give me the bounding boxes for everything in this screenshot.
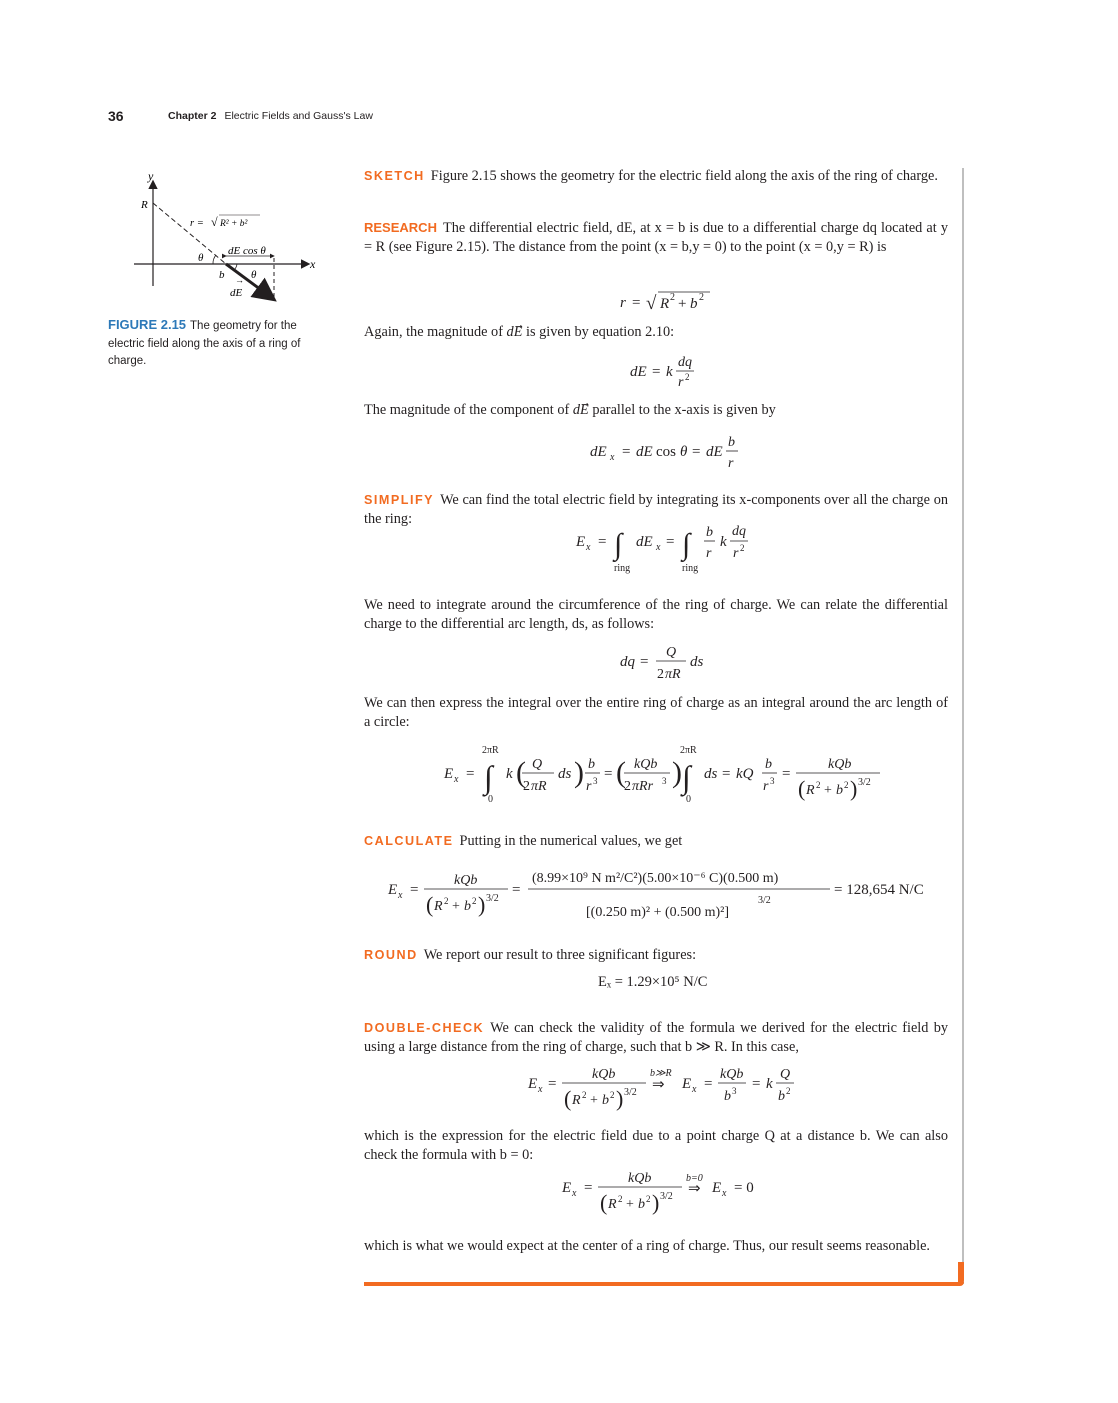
svg-text:2: 2 bbox=[816, 780, 821, 790]
running-header bbox=[168, 110, 373, 122]
svg-text:b: b bbox=[836, 783, 843, 798]
research-text-2: Again, the magnitude of bbox=[364, 324, 503, 340]
sqrt-sign: √ bbox=[211, 215, 218, 229]
lower-limit-2: 0 bbox=[686, 794, 691, 805]
research-text-3: The magnitude of the component of bbox=[364, 402, 570, 418]
equation-dEx bbox=[580, 430, 760, 474]
svg-text:dE: dE bbox=[706, 444, 723, 460]
svg-text:): ) bbox=[652, 1190, 660, 1215]
svg-text:dE: dE bbox=[630, 364, 647, 380]
svg-text:√: √ bbox=[646, 293, 657, 314]
svg-text:kQb: kQb bbox=[828, 757, 852, 772]
svg-text:2: 2 bbox=[472, 896, 477, 906]
svg-text:=: = bbox=[604, 766, 613, 782]
b-label: b bbox=[219, 269, 225, 281]
r-label-R: R bbox=[141, 199, 148, 211]
svg-text:): ) bbox=[672, 756, 682, 789]
calculate-text: Putting in the numerical values, we get bbox=[459, 833, 683, 849]
research-heading: RESEARCH bbox=[364, 220, 437, 235]
svg-text:E: E bbox=[388, 882, 398, 898]
svg-text:E: E bbox=[712, 1180, 722, 1196]
upper-limit-1: 2πR bbox=[482, 745, 499, 756]
svg-text:3: 3 bbox=[770, 776, 775, 786]
svg-text:+: + bbox=[452, 899, 460, 914]
svg-text:kQb: kQb bbox=[592, 1067, 616, 1082]
svg-text:∫: ∫ bbox=[614, 528, 623, 561]
ring-label-2: ring bbox=[682, 563, 699, 574]
svg-text:Q: Q bbox=[666, 645, 677, 660]
research-text-2b: is given by equation 2.10: bbox=[526, 324, 675, 340]
svg-text:b: b bbox=[588, 757, 595, 772]
svg-text:b: b bbox=[602, 1093, 609, 1108]
svg-text:=: = bbox=[410, 882, 419, 898]
simplify-paragraph-3 bbox=[364, 694, 948, 731]
svg-text:r: r bbox=[678, 375, 684, 390]
svg-text:E: E bbox=[682, 1076, 692, 1092]
svg-text:r: r bbox=[706, 546, 712, 561]
svg-text:=: = bbox=[782, 766, 791, 782]
svg-text:dq: dq bbox=[678, 355, 692, 370]
svg-text:E: E bbox=[528, 1076, 538, 1092]
svg-text:R: R bbox=[608, 1197, 617, 1212]
double-check-heading: DOUBLE-CHECK bbox=[364, 1021, 485, 1035]
svg-text:2: 2 bbox=[786, 1086, 791, 1096]
svg-text:dq: dq bbox=[732, 524, 746, 539]
svg-text:kQb: kQb bbox=[634, 757, 658, 772]
svg-text:b: b bbox=[464, 899, 471, 914]
svg-text:): ) bbox=[574, 756, 584, 789]
svg-text:2: 2 bbox=[523, 779, 530, 794]
equation-calc bbox=[386, 860, 946, 930]
svg-text:⇒: ⇒ bbox=[688, 1181, 701, 1197]
figure-caption-text: The geometry for the electric field along the axis of a ring of charge. bbox=[108, 320, 301, 367]
x-axis-label: x bbox=[310, 257, 316, 271]
svg-text:+: + bbox=[626, 1197, 634, 1212]
double-check-paragraph-3 bbox=[364, 1237, 948, 1256]
svg-text:k: k bbox=[720, 534, 727, 550]
svg-text:kQb: kQb bbox=[454, 873, 478, 888]
svg-text:x: x bbox=[572, 1188, 577, 1199]
svg-text:x: x bbox=[538, 1084, 543, 1095]
svg-text:x: x bbox=[692, 1084, 697, 1095]
round-heading: ROUND bbox=[364, 948, 418, 962]
svg-text:x: x bbox=[722, 1188, 727, 1199]
simplify-text-1: We can find the total electric field by integrating its x-components over all the charge on the ring: bbox=[364, 492, 948, 527]
svg-text:3: 3 bbox=[732, 1086, 737, 1096]
equation-check-1 bbox=[524, 1058, 814, 1118]
double-check-text-2: which is the expression for the electric field due to a point charge Q at a distance b. We can also check the formula with b = 0: bbox=[364, 1128, 948, 1163]
svg-text:=: = bbox=[704, 1076, 713, 1092]
svg-text:=: = bbox=[722, 766, 731, 782]
svg-text:⇒: ⇒ bbox=[652, 1077, 665, 1093]
svg-text:2: 2 bbox=[657, 667, 664, 682]
svg-text:b: b bbox=[765, 757, 772, 772]
svg-text:ds: ds bbox=[690, 654, 704, 670]
svg-text:+: + bbox=[590, 1093, 598, 1108]
svg-text:kQ: kQ bbox=[736, 766, 754, 782]
svg-text:b: b bbox=[724, 1089, 731, 1104]
svg-text:): ) bbox=[850, 776, 858, 801]
r-expression: R² + b² bbox=[220, 219, 248, 229]
r-equation-label: r = bbox=[190, 218, 204, 229]
svg-text:=: = bbox=[466, 766, 475, 782]
svg-text:=: = bbox=[622, 444, 631, 460]
svg-text:k: k bbox=[506, 766, 513, 782]
svg-text:2: 2 bbox=[624, 779, 631, 794]
equation-r bbox=[560, 286, 780, 318]
svg-text:(: ( bbox=[516, 756, 526, 789]
svg-text:πR: πR bbox=[665, 667, 681, 682]
equation-check-2 bbox=[560, 1162, 780, 1222]
double-check-paragraph-2 bbox=[364, 1127, 948, 1164]
svg-text:=: = bbox=[752, 1076, 761, 1092]
research-paragraph-3: The magnitude of the component of dE⃗ parallel to the x-axis is given by bbox=[364, 402, 776, 418]
svg-text:r: r bbox=[733, 546, 739, 561]
round-text: We report our result to three significant figures: bbox=[423, 947, 697, 963]
ring-label-1: ring bbox=[614, 563, 631, 574]
svg-text:3: 3 bbox=[662, 776, 667, 786]
svg-text:3/2: 3/2 bbox=[858, 777, 871, 788]
svg-text:x: x bbox=[454, 774, 459, 785]
research-text-3b: parallel to the x-axis is given by bbox=[592, 402, 776, 418]
svg-text:b: b bbox=[706, 525, 713, 540]
equation-dq bbox=[612, 640, 722, 684]
svg-text:k: k bbox=[666, 364, 673, 380]
svg-text:∫: ∫ bbox=[484, 759, 493, 795]
svg-text:dq: dq bbox=[620, 654, 635, 670]
svg-text:3/2: 3/2 bbox=[758, 895, 771, 906]
double-check-text-1: We can check the validity of the formula we derived for the electric field by using a large distance from the ring of charge, such that b ≫ R. In this case, bbox=[364, 1020, 948, 1055]
svg-text:R: R bbox=[806, 783, 815, 798]
svg-text:dE: dE bbox=[590, 444, 607, 460]
equation-Ex-integral bbox=[570, 518, 770, 578]
upper-limit-2: 2πR bbox=[680, 745, 697, 756]
svg-text:dE: dE bbox=[636, 534, 653, 550]
panel-corner bbox=[958, 1262, 964, 1286]
svg-text:2: 2 bbox=[699, 292, 704, 303]
svg-text:3/2: 3/2 bbox=[624, 1087, 637, 1098]
round-result: Eₓ = 1.29×10⁵ N/C bbox=[598, 974, 708, 990]
svg-text:r: r bbox=[620, 295, 626, 311]
svg-text:2: 2 bbox=[685, 372, 690, 382]
svg-text:x: x bbox=[610, 452, 615, 463]
svg-text:R: R bbox=[434, 899, 443, 914]
round-paragraph bbox=[364, 946, 948, 965]
svg-text:(: ( bbox=[798, 776, 806, 801]
svg-text:2: 2 bbox=[670, 292, 675, 303]
svg-text:∫: ∫ bbox=[682, 759, 691, 795]
research-paragraph bbox=[364, 219, 948, 256]
svg-text:=: = bbox=[692, 444, 701, 460]
svg-text:Q: Q bbox=[780, 1067, 791, 1082]
svg-text:E: E bbox=[444, 766, 454, 782]
research-paragraph-2: Again, the magnitude of dE⃗ is given by equation 2.10: bbox=[364, 324, 675, 340]
equation-Ex-full bbox=[440, 740, 890, 810]
svg-text:): ) bbox=[616, 1086, 624, 1111]
double-check-text-3: which is what we would expect at the center of a ring of charge. Thus, our result seems reasonable. bbox=[364, 1238, 930, 1254]
calculate-heading: CALCULATE bbox=[364, 834, 454, 848]
svg-text:= 0: = 0 bbox=[734, 1180, 754, 1196]
figure-2-15-diagram bbox=[128, 168, 328, 308]
figure-caption bbox=[108, 316, 318, 371]
svg-text:=: = bbox=[598, 534, 607, 550]
svg-text:∫: ∫ bbox=[682, 528, 691, 561]
svg-text:2: 2 bbox=[618, 1194, 623, 1204]
svg-text:(: ( bbox=[564, 1086, 572, 1111]
svg-text:πRr: πRr bbox=[632, 779, 654, 794]
svg-text:3: 3 bbox=[593, 776, 598, 786]
theta-label-1: θ bbox=[198, 252, 204, 264]
svg-text:(: ( bbox=[600, 1190, 608, 1215]
svg-text:=: = bbox=[652, 364, 661, 380]
vector-arrow-glyph: → bbox=[235, 275, 244, 285]
svg-text:b: b bbox=[728, 435, 735, 450]
svg-text:2: 2 bbox=[844, 780, 849, 790]
svg-text:b: b bbox=[638, 1197, 645, 1212]
svg-text:=: = bbox=[584, 1180, 593, 1196]
panel-right-border bbox=[962, 168, 964, 1284]
calculate-paragraph bbox=[364, 832, 948, 851]
svg-text:r: r bbox=[763, 779, 769, 794]
svg-text:x: x bbox=[656, 542, 661, 553]
svg-text:2: 2 bbox=[646, 1194, 651, 1204]
svg-text:dE: dE bbox=[636, 444, 653, 460]
double-check-paragraph bbox=[364, 1019, 948, 1056]
svg-text:b: b bbox=[690, 296, 698, 312]
svg-text:E: E bbox=[576, 534, 586, 550]
chapter-label: Chapter 2 bbox=[168, 110, 217, 122]
chapter-title: Electric Fields and Gauss's Law bbox=[224, 110, 373, 122]
svg-text:): ) bbox=[478, 892, 486, 917]
y-axis-label: y bbox=[148, 169, 154, 183]
svg-text:r: r bbox=[586, 779, 592, 794]
svg-text:x: x bbox=[398, 890, 403, 901]
svg-text:=: = bbox=[548, 1076, 557, 1092]
svg-text:=: = bbox=[640, 654, 649, 670]
svg-text:=: = bbox=[666, 534, 675, 550]
research-text-1: The differential electric field, dE, at x = b is due to a differential charge dq located at y = R (see Figure 2.15). The distance from the point (x = b,y = 0) to the point (x = 0,y = R) is bbox=[364, 220, 948, 255]
svg-text:θ: θ bbox=[680, 444, 688, 460]
sketch-heading: SKETCH bbox=[364, 169, 425, 183]
svg-text:Q: Q bbox=[532, 757, 543, 772]
svg-text:3/2: 3/2 bbox=[486, 893, 499, 904]
calc-result: = 128,654 N/C bbox=[834, 882, 924, 898]
svg-text:R: R bbox=[660, 296, 670, 312]
figure-label: FIGURE 2.15 bbox=[108, 317, 187, 332]
simplify-paragraph-2 bbox=[364, 596, 948, 633]
svg-text:(: ( bbox=[616, 756, 626, 789]
svg-text:2: 2 bbox=[444, 896, 449, 906]
panel-bottom-rule bbox=[364, 1282, 964, 1286]
dE-cos-label: dE cos θ bbox=[228, 245, 266, 257]
svg-text:k: k bbox=[766, 1076, 773, 1092]
sketch-text: Figure 2.15 shows the geometry for the electric field along the axis of the ring of charge. bbox=[430, 168, 938, 184]
dE-label: dE bbox=[230, 287, 243, 299]
cond-b-gg-R: b≫R bbox=[650, 1068, 672, 1079]
cond-b-zero: b=0 bbox=[686, 1173, 703, 1184]
svg-text:r: r bbox=[728, 456, 734, 471]
svg-text:3/2: 3/2 bbox=[660, 1191, 673, 1202]
svg-text:b: b bbox=[778, 1089, 785, 1104]
svg-text:2: 2 bbox=[610, 1090, 615, 1100]
svg-text:ds: ds bbox=[558, 766, 572, 782]
calc-denominator: [(0.250 m)² + (0.500 m)²] bbox=[586, 905, 730, 920]
sketch-paragraph bbox=[364, 167, 948, 186]
svg-text:cos: cos bbox=[656, 444, 676, 460]
svg-text:=: = bbox=[512, 882, 521, 898]
svg-text:2: 2 bbox=[582, 1090, 587, 1100]
calc-numerator: (8.99×10⁹ N m²/C²)(5.00×10⁻⁶ C)(0.500 m) bbox=[532, 871, 779, 886]
svg-text:R: R bbox=[572, 1093, 581, 1108]
page-number: 36 bbox=[108, 108, 124, 124]
simplify-heading: SIMPLIFY bbox=[364, 493, 435, 507]
lower-limit-1: 0 bbox=[488, 794, 493, 805]
svg-text:=: = bbox=[632, 295, 641, 311]
svg-text:2: 2 bbox=[740, 543, 745, 553]
svg-text:πR: πR bbox=[531, 779, 547, 794]
svg-text:x: x bbox=[586, 542, 591, 553]
svg-text:+: + bbox=[824, 783, 832, 798]
svg-text:+: + bbox=[678, 296, 687, 312]
svg-text:E: E bbox=[562, 1180, 572, 1196]
svg-text:kQb: kQb bbox=[720, 1067, 744, 1082]
theta-label-2: θ bbox=[251, 269, 257, 281]
svg-text:ds: ds bbox=[704, 766, 718, 782]
simplify-text-2: We need to integrate around the circumference of the ring of charge. We can relate the differential charge to the differential arc length, ds, as follows: bbox=[364, 597, 948, 632]
svg-text:(: ( bbox=[426, 892, 434, 917]
simplify-text-3: We can then express the integral over the entire ring of charge as an integral around the arc length of a circle: bbox=[364, 695, 948, 730]
equation-dE bbox=[620, 350, 720, 394]
svg-text:kQb: kQb bbox=[628, 1171, 652, 1186]
